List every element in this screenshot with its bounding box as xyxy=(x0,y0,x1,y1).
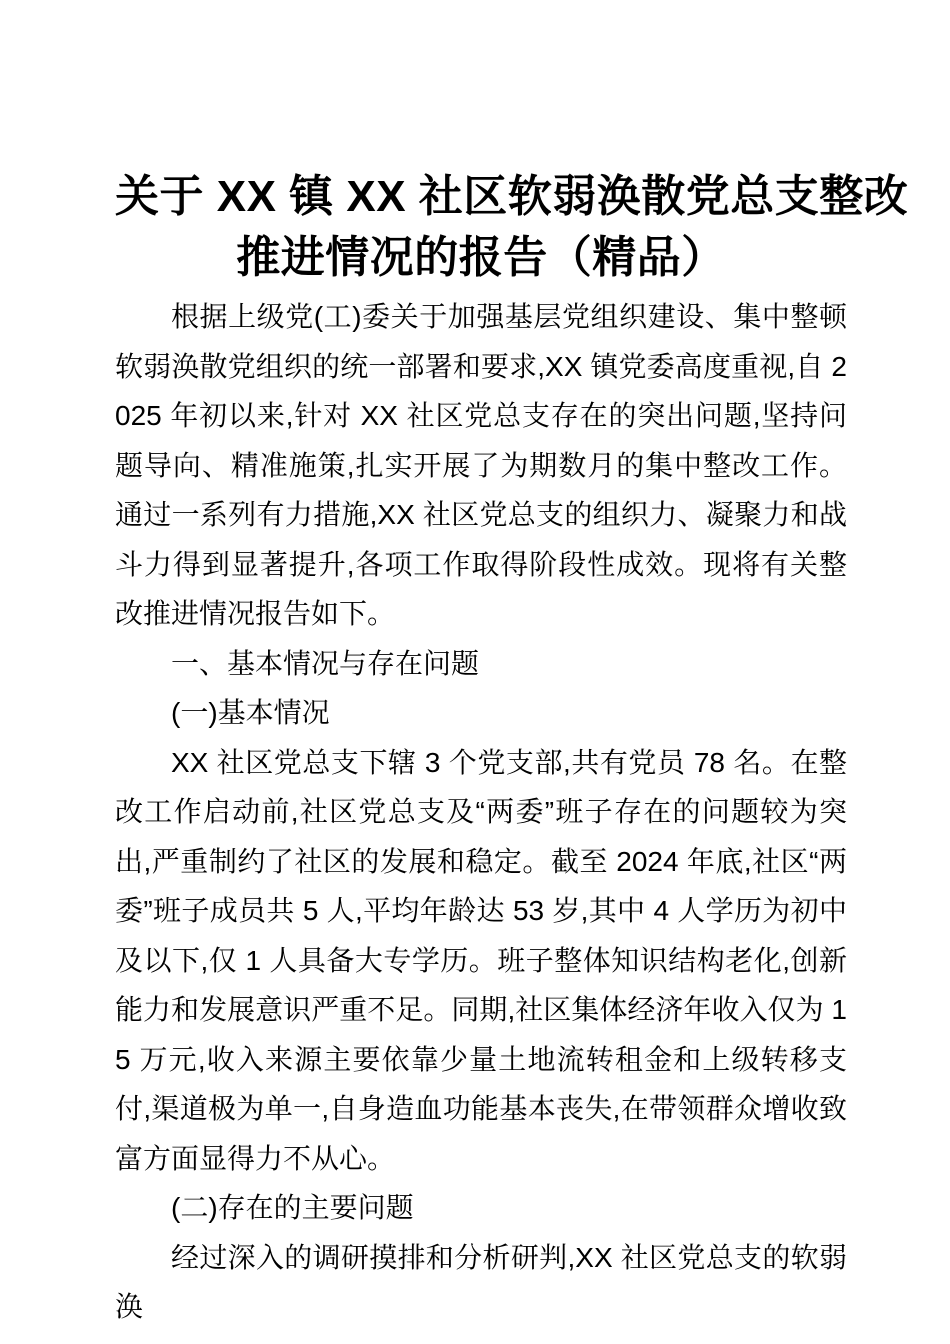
document-body xyxy=(115,292,847,1332)
paragraph-main-problems-truncated: 经过深入的调研摸排和分析研判,XX 社区党总支的软弱涣 xyxy=(115,1241,847,1322)
subsection-heading-basic-situation: (一)基本情况 xyxy=(171,697,330,728)
document-title-line-1: 关于 XX 镇 XX 社区软弱涣散党总支整改 xyxy=(115,172,909,221)
section-heading-basic-situation-and-problems: 一、基本情况与存在问题 xyxy=(171,647,480,679)
paragraph-basic-situation: XX 社区党总支下辖 3 个党支部,共有党员 78 名。在整改工作启动前,社区党总支及“两委”班子存在的问题较为突出,严重制约了社区的发展和稳定。截至 2024 年底,社区“两委”班子成员共 5 人,平均年龄达 53 岁,其中 4 人学历为初中及以下,仅 1 人具备大专学历。班子整体知识结构老化,创新能力和发展意识严重不足。同期,社区集体经济年收入仅为 15 万元,收入来源主要依靠少量土地流转租金和上级转移支付,渠道极为单一,自身造血功能基本丧失,在带领群众增收致富方面显得力不从心。 xyxy=(115,746,847,1174)
subsection-heading-main-problems: (二)存在的主要问题 xyxy=(171,1192,414,1223)
paragraph-intro: 根据上级党(工)委关于加强基层党组织建设、集中整顿软弱涣散党组织的统一部署和要求,XX 镇党委高度重视,自 2025 年初以来,针对 XX 社区党总支存在的突出问题,坚持问题导向、精准施策,扎实开展了为期数月的集中整改工作。通过一系列有力措施,XX 社区党总支的组织力、凝聚力和战斗力得到显著提升,各项工作取得阶段性成效。现将有关整改推进情况报告如下。 xyxy=(115,301,847,629)
document-title xyxy=(115,166,909,288)
document-title-line-2: 推进情况的报告（精品） xyxy=(236,233,726,282)
